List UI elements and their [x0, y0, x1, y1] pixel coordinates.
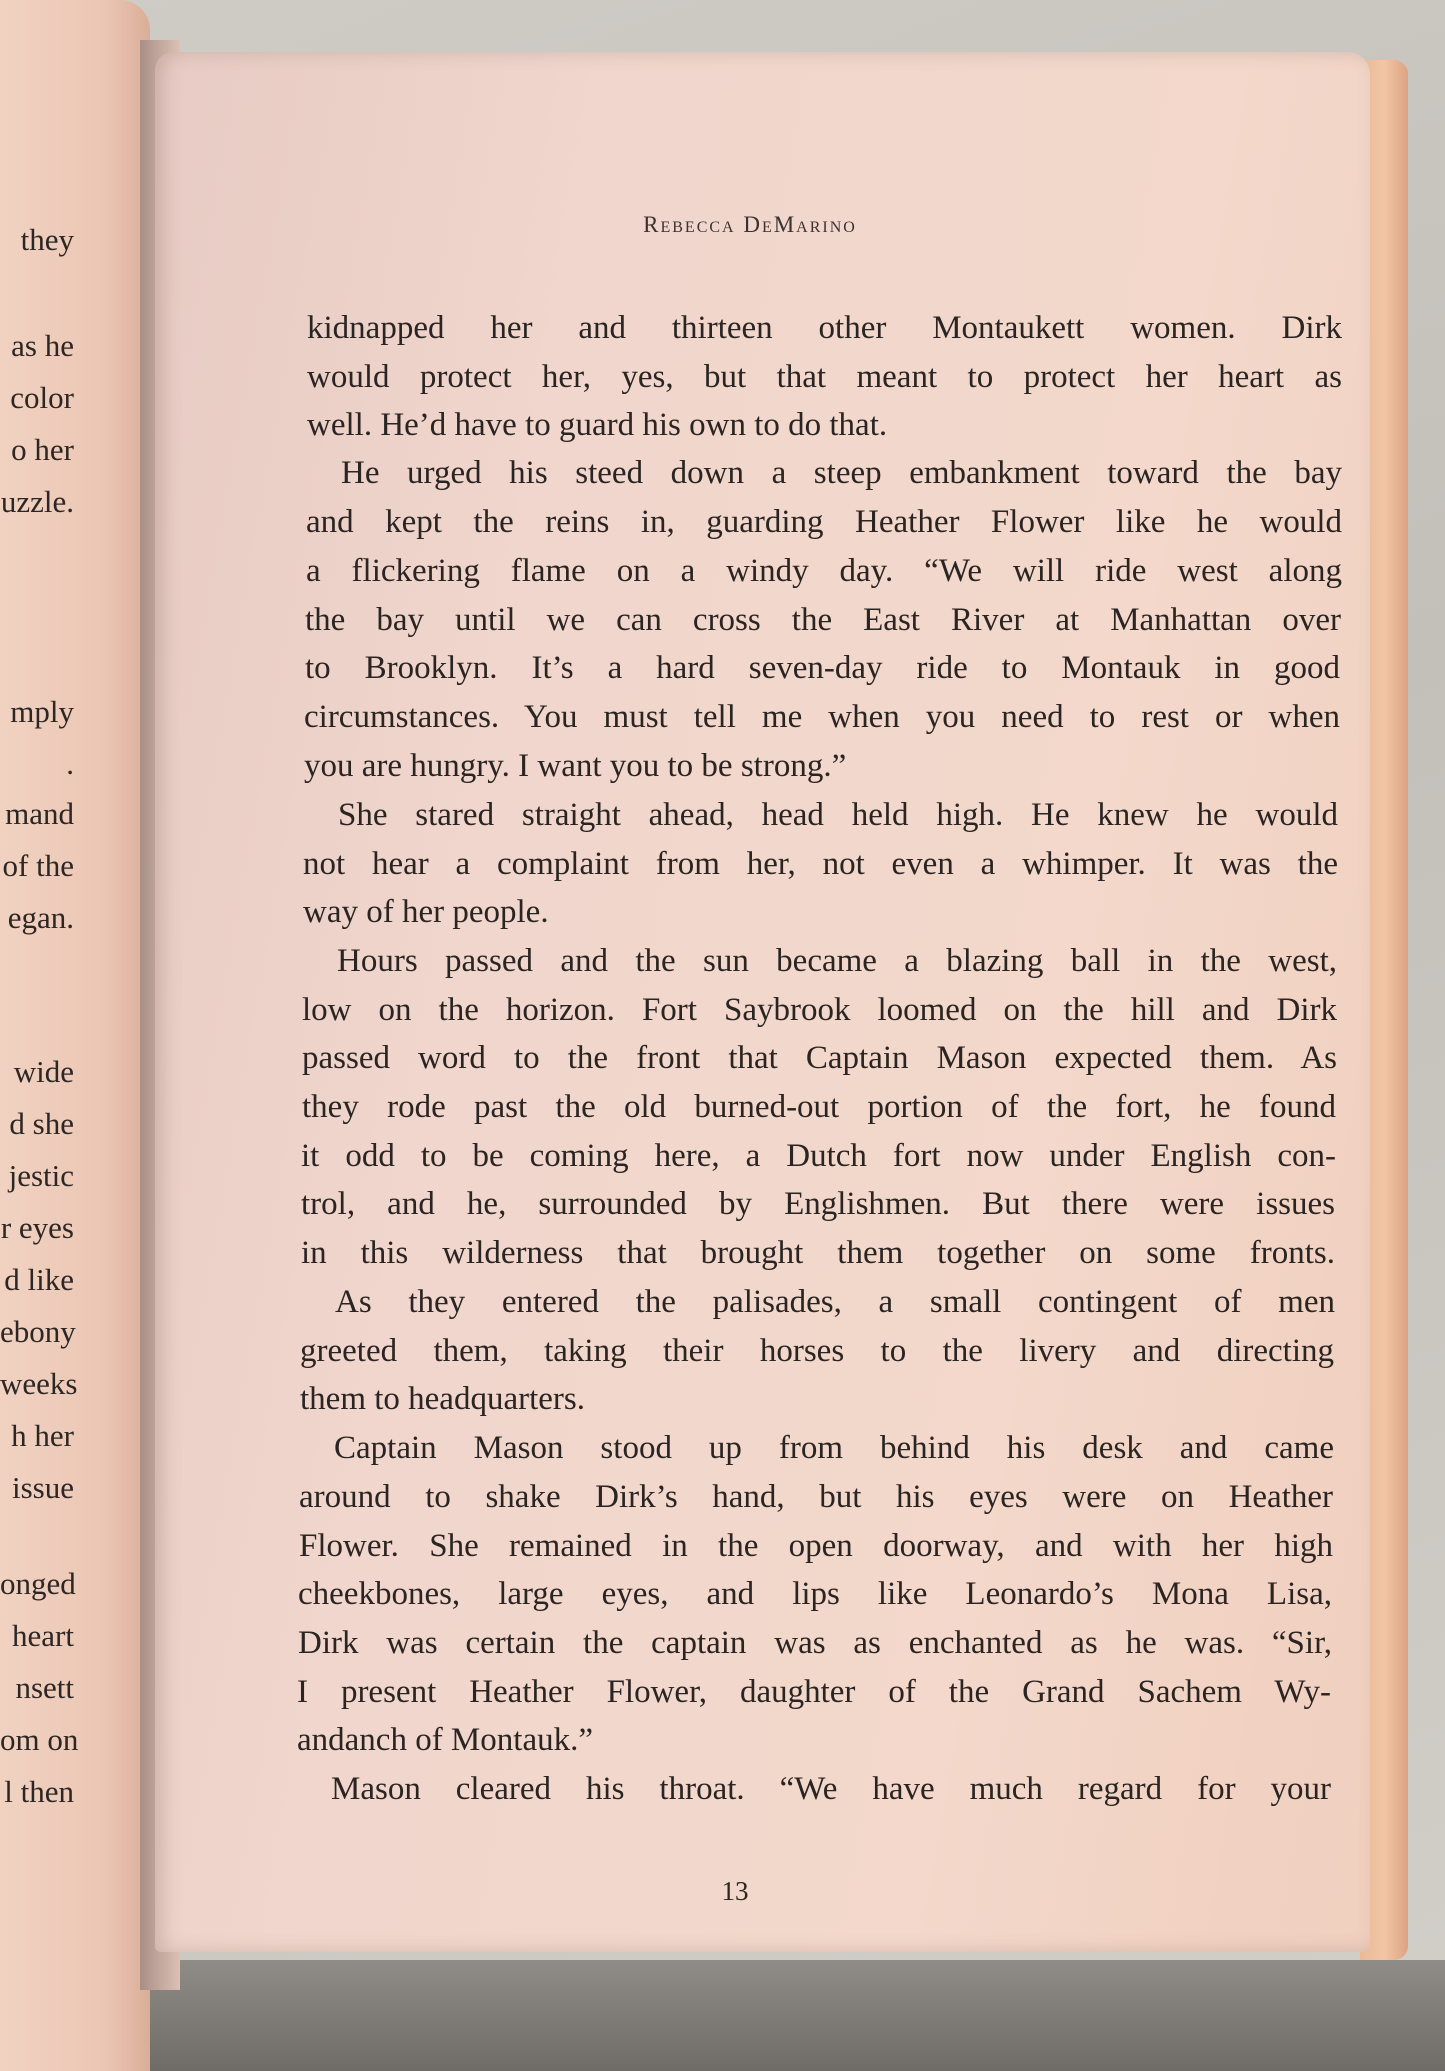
left-fragment: issue: [12, 1470, 74, 1505]
text-line: them to headquarters.: [300, 1381, 585, 1417]
left-fragment: jestic: [8, 1158, 74, 1193]
text-line: would protect her, yes, but that meant to protect her heart as: [307, 359, 1342, 395]
text-line: they rode past the old burned-out portion of the fort, he found: [302, 1089, 1336, 1125]
text-line: cheekbones, large eyes, and lips like Leonardo’s Mona Lisa,: [298, 1576, 1332, 1612]
left-fragment: mply: [10, 694, 74, 729]
text-line: trol, and he, surrounded by Englishmen. But there were issues: [301, 1186, 1335, 1222]
text-line: Hours passed and the sun became a blazing ball in the west,: [337, 943, 1337, 979]
text-line: it odd to be coming here, a Dutch fort now under English con-: [301, 1138, 1336, 1174]
left-fragment: ebony: [0, 1314, 76, 1349]
left-fragment: uzzle.: [0, 484, 74, 519]
left-fragment: nsett: [15, 1670, 74, 1705]
text-line: you are hungry. I want you to be strong.”: [304, 748, 847, 784]
book-page: [155, 52, 1370, 1952]
left-fragment: .: [66, 746, 74, 781]
left-fragment: r eyes: [0, 1210, 74, 1245]
text-line: not hear a complaint from her, not even a whimper. It was the: [303, 846, 1338, 882]
text-line: greeted them, taking their horses to the livery and directing: [300, 1333, 1334, 1369]
left-fragment: of the: [2, 848, 74, 883]
text-line: kidnapped her and thirteen other Montaukett women. Dirk: [307, 310, 1342, 346]
left-fragment: egan.: [7, 900, 74, 935]
text-line: She stared straight ahead, head held high. He knew he would: [338, 797, 1338, 833]
page-number: 13: [721, 1876, 749, 1906]
text-line: to Brooklyn. It’s a hard seven-day ride to Montauk in good: [305, 650, 1340, 686]
text-line: passed word to the front that Captain Mason expected them. As: [302, 1040, 1337, 1076]
text-line: way of her people.: [303, 894, 549, 930]
bottom-shadow: [0, 1960, 1445, 2071]
running-head: Rebecca DeMarino: [643, 212, 857, 237]
text-line: He urged his steed down a steep embankment toward the bay: [341, 455, 1342, 491]
left-fragment: h her: [11, 1418, 74, 1453]
left-page: [0, 0, 150, 2071]
left-fragment: om on: [0, 1722, 79, 1757]
text-line: andanch of Montauk.”: [297, 1722, 593, 1758]
left-fragment: wide: [13, 1054, 74, 1089]
left-fragment: they: [20, 222, 74, 257]
left-fragment: color: [10, 380, 74, 415]
text-line: low on the horizon. Fort Saybrook loomed on the hill and Dirk: [302, 992, 1337, 1028]
text-line: As they entered the palisades, a small contingent of men: [335, 1284, 1335, 1320]
left-fragment: mand: [5, 796, 74, 831]
text-line: well. He’d have to guard his own to do that.: [307, 407, 888, 443]
left-fragment: heart: [12, 1618, 74, 1653]
left-fragment: as he: [11, 328, 74, 363]
left-fragment: l then: [4, 1774, 74, 1809]
text-line: around to shake Dirk’s hand, but his eyes were on Heather: [299, 1479, 1333, 1515]
text-line: a flickering flame on a windy day. “We will ride west along: [306, 553, 1342, 589]
text-line: and kept the reins in, guarding Heather Flower like he would: [306, 504, 1342, 540]
left-fragment: d she: [9, 1106, 74, 1141]
left-fragment: o her: [11, 432, 74, 467]
text-line: the bay until we can cross the East River at Manhattan over: [305, 602, 1341, 638]
text-line: Dirk was certain the captain was as enchanted as he was. “Sir,: [298, 1625, 1332, 1661]
text-line: Captain Mason stood up from behind his desk and came: [334, 1430, 1334, 1466]
text-line: I present Heather Flower, daughter of the Grand Sachem Wy-: [297, 1674, 1331, 1710]
text-line: in this wilderness that brought them together on some fronts.: [301, 1235, 1335, 1271]
text-line: Mason cleared his throat. “We have much regard for your: [331, 1771, 1331, 1807]
left-fragment: d like: [4, 1262, 74, 1297]
text-line: Flower. She remained in the open doorway, and with her high: [299, 1528, 1333, 1564]
left-fragment: weeks: [0, 1366, 78, 1401]
left-fragment: onged: [0, 1566, 76, 1601]
text-line: circumstances. You must tell me when you need to rest or when: [304, 699, 1340, 735]
